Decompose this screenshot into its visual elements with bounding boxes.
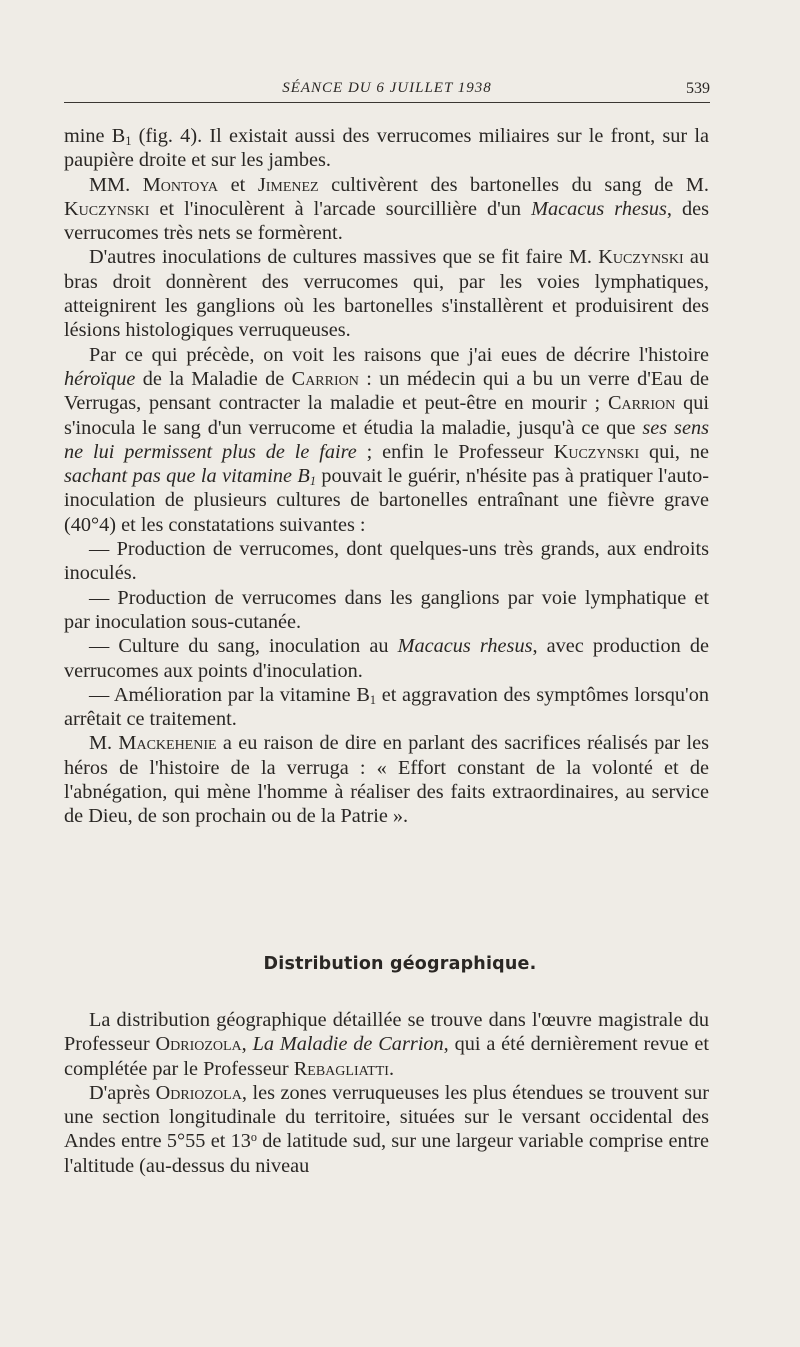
paragraph-montoya-jimenez: MM. Montoya et Jimenez cultivèrent des bartonelles du sang de M. Kuczynski et l'inoculèrent à l'arcade sourcillière d'un Macacus rhesus, des verrucomes très nets se formèrent. — [64, 173, 709, 245]
list-item-production-verrucomes: — Production de verrucomes, dont quelques-uns très grands, aux endroits inoculés. — [64, 538, 709, 585]
list-item-amelioration-vitamine: — Amélioration par la vitamine $B_1$ et aggravation des symptômes lorsqu'on arrêtait ce traitement. — [64, 683, 709, 731]
list-item-culture-sang: — Culture du sang, inoculation au Macacus rhesus, avec production de verrucomes aux points d'inoculation. — [64, 635, 709, 682]
paragraph-distribution: La distribution géographique détaillée se trouve dans l'œuvre magistrale du Professeur Odriozola, La Maladie de Carrion, qui a été dernièrement revue et complétée par le Professeur Rebagliatti. — [64, 1009, 710, 1080]
page-header — [64, 78, 710, 103]
running-title: SÉANCE DU 6 JUILLET 1938 — [282, 80, 492, 96]
list-item-ganglions: — Production de verrucomes dans les ganglions par voie lymphatique et par inoculation sous-cutanée. — [64, 586, 709, 633]
paragraph-odriozola-zones: D'après Odriozola, les zones verruqueuses les plus étendues se trouvent sur une section longitudinale du territoire, situées sur le versant occidental des Andes entre 5°55 et 13$^o$ de latitude sud, sur une largeur variable comprise entre l'altitude (au-dessus du niveau — [64, 1081, 709, 1177]
paragraph-continuation: mine $B_1$ (fig. 4). Il existait aussi des verrucomes miliaires sur le front, sur la paupière droite et sur les jambes. — [64, 125, 710, 172]
body-text-bottom — [64, 1008, 709, 1178]
section-heading: Distribution géographique. — [263, 954, 537, 974]
body-text-top — [64, 124, 709, 829]
page-number: 539 — [686, 80, 710, 97]
paragraph-inoculations: D'autres inoculations de cultures massives que se fit faire M. Kuczynski au bras droit donnèrent des verrucomes qui, par les voies lymphatiques, atteignirent les ganglions où les bartonelles s'installèrent et produisirent des lésions histologiques verruqueuses. — [64, 246, 709, 342]
paragraph-histoire-heroique: Par ce qui précède, on voit les raisons que j'ai eues de décrire l'histoire héroïque de la Maladie de Carrion : un médecin qui a bu un verre d'Eau de Verrugas, pensant contracter la maladie et peut-être en mourir ; Carrion qui s'inocula le sang d'un verrucome et étudia la maladie, jusqu'à ce que ses sens ne lui permissent plus de le faire ; enfin le Professeur Kuczynski qui, ne sachant pas que la vitamine $B_1$ pouvait le guérir, n'hésite pas à pratiquer l'auto-inoculation de plusieurs cultures de bartonelles entraînant une fièvre grave (40°4) et les constatations suivantes : — [64, 343, 709, 536]
paragraph-mackehenie: M. Mackehenie a eu raison de dire en parlant des sacrifices réalisés par les héros de l'histoire de la verruga : « Effort constant de la volonté et de l'abnégation, qui mène l'homme à réaliser des faits extraordinaires, au service de Dieu, de son prochain ou de la Patrie ». — [64, 732, 709, 828]
